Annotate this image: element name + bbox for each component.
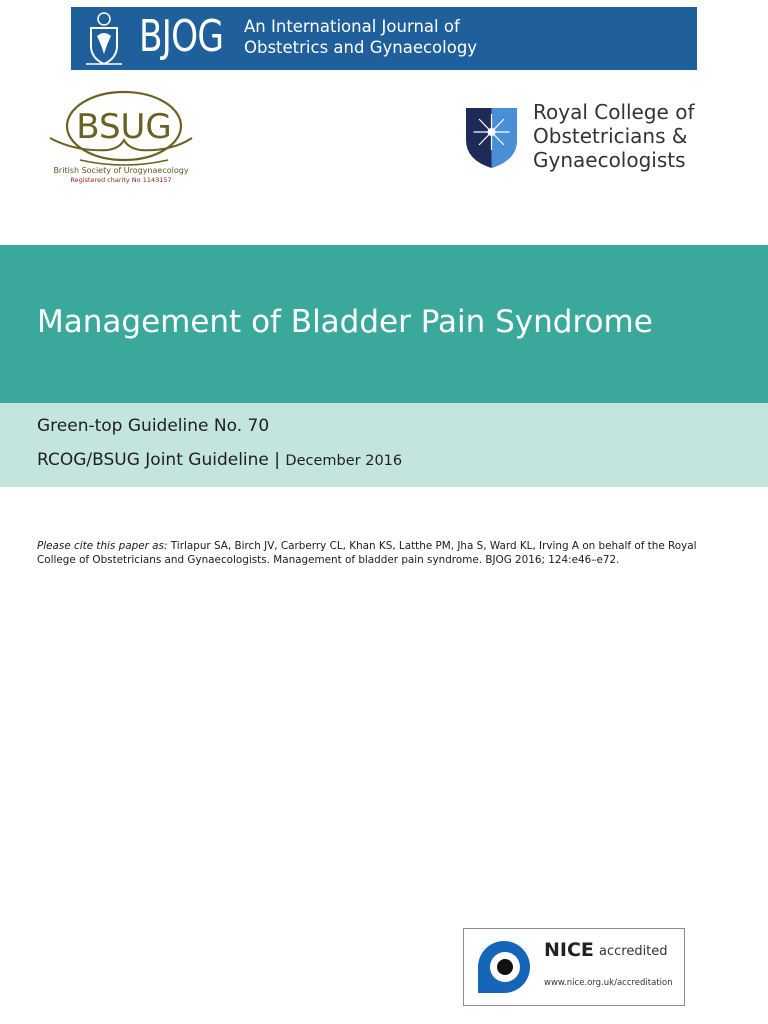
- citation-text: Tirlapur SA, Birch JV, Carberry CL, Khan KS, Latthe PM, Jha S, Ward KL, Irving A on behalf of the Royal College of Obstetricians and Gynaecologists. Management of bladder pain syndrome. BJOG 2016; 124:e46–e72.: [37, 540, 697, 566]
- rcog-name-line3: Gynaecologists: [533, 148, 686, 172]
- nice-url: www.nice.org.uk/accreditation: [544, 978, 673, 988]
- bjog-tagline: [244, 16, 477, 58]
- rcog-shield-icon: [464, 106, 519, 170]
- nice-status: accredited: [599, 944, 668, 959]
- subtitle-band: [0, 403, 768, 487]
- page-title: Management of Bladder Pain Syndrome: [37, 304, 653, 340]
- citation: [37, 539, 697, 567]
- bjog-tagline-line1: An International Journal of: [244, 17, 460, 36]
- bsug-full-name: British Society of Urogynaecology: [53, 166, 189, 175]
- bsug-hands-icon: [46, 90, 196, 168]
- rcog-name-line1: Royal College of: [533, 100, 695, 124]
- bsug-logo: [46, 90, 196, 190]
- title-band: [0, 245, 768, 403]
- bjog-tagline-line2: Obstetrics and Gynaecology: [244, 38, 478, 57]
- bjog-crest-icon: [83, 10, 125, 67]
- publication-date: December 2016: [285, 453, 403, 469]
- bjog-logo-text: BJOG: [139, 11, 224, 62]
- nice-logo-icon: [472, 937, 536, 997]
- bsug-logo-text: BSUG: [76, 107, 172, 147]
- bjog-banner: [71, 7, 697, 70]
- citation-lead: Please cite this paper as:: [37, 540, 168, 552]
- rcog-name: [533, 100, 695, 172]
- nice-accredited-badge: [463, 928, 685, 1006]
- nice-brand: NICE: [544, 939, 594, 961]
- rcog-name-line2: Obstetricians &: [533, 124, 688, 148]
- joint-guideline-line: [37, 448, 402, 473]
- separator: |: [274, 450, 281, 470]
- joint-guideline-label: RCOG/BSUG Joint Guideline: [37, 450, 269, 470]
- rcog-logo: [464, 98, 694, 178]
- guideline-number: Green-top Guideline No. 70: [37, 416, 270, 436]
- bsug-charity-number: Registered charity No 1143157: [70, 176, 172, 184]
